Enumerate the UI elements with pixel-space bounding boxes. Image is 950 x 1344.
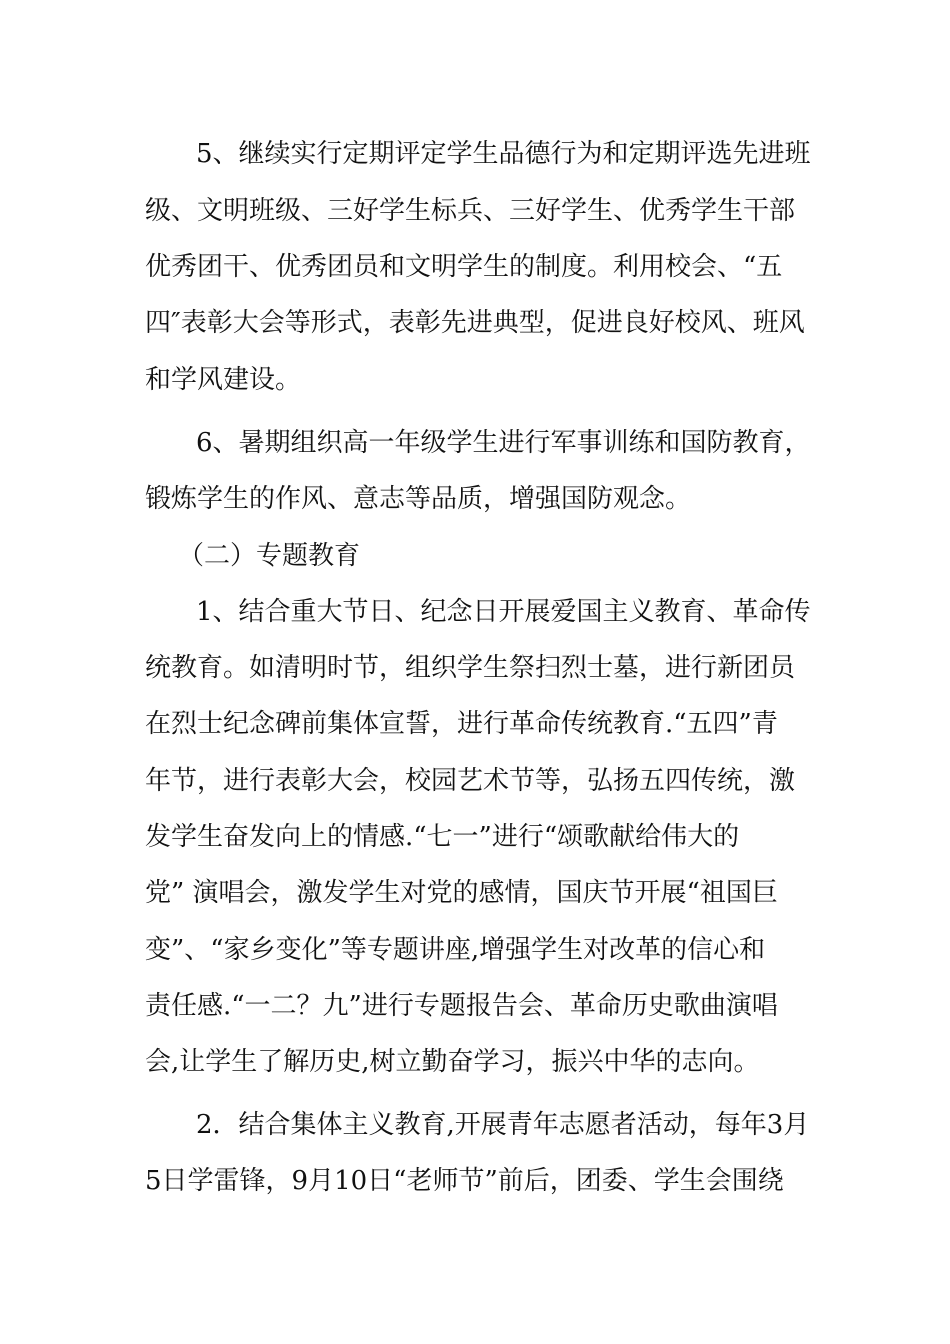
item-2-line-2: 5日学雷锋，9月10日“老师节”前后，团委、学生会围绕	[145, 1166, 784, 1196]
paragraph-5-line-1: 5、继续实行定期评定学生品德行为和定期评选先进班	[196, 139, 811, 169]
item-1-line-3: 在烈士纪念碑前集体宣誓，进行革命传统教育.“五四”青	[145, 709, 778, 739]
item-1-line-7: 变”、“家乡变化”等专题讲座,增强学生对改革的信心和	[145, 935, 766, 965]
item-1-line-9: 会,让学生了解历史,树立勤奋学习，振兴中华的志向。	[145, 1047, 760, 1077]
paragraph-6-line-1: 6、暑期组织高一年级学生进行军事训练和国防教育，	[196, 428, 811, 458]
paragraph-5-line-5: 和学风建设。	[145, 365, 302, 395]
paragraph-5-line-2: 级、文明班级、三好学生标兵、三好学生、优秀学生干部	[145, 196, 796, 226]
item-1-line-5: 发学生奋发向上的情感.“七一”进行“颂歌献给伟大的	[145, 822, 740, 852]
item-1-line-1: 1、结合重大节日、纪念日开展爱国主义教育、革命传	[196, 597, 811, 627]
section-heading: （二）专题教育	[178, 541, 361, 571]
item-1-line-4: 年节，进行表彰大会，校园艺术节等，弘扬五四传统，激	[145, 766, 796, 796]
item-1-line-8: 责任感.“一二？九”进行专题报告会、革命历史歌曲演唱	[145, 991, 778, 1021]
paragraph-5-line-4: 四″表彰大会等形式，表彰先进典型，促进良好校风、班风	[145, 308, 805, 338]
item-2-line-1: 2．结合集体主义教育,开展青年志愿者活动，每年3月	[196, 1110, 810, 1140]
item-1-line-2: 统教育。如清明时节，组织学生祭扫烈士墓，进行新团员	[145, 653, 796, 683]
item-1-line-6: 党” 演唱会，激发学生对党的感情，国庆节开展“祖国巨	[145, 878, 778, 908]
paragraph-6-line-2: 锻炼学生的作风、意志等品质，增强国防观念。	[145, 484, 692, 514]
paragraph-5-line-3: 优秀团干、优秀团员和文明学生的制度。利用校会、“五	[145, 252, 783, 282]
